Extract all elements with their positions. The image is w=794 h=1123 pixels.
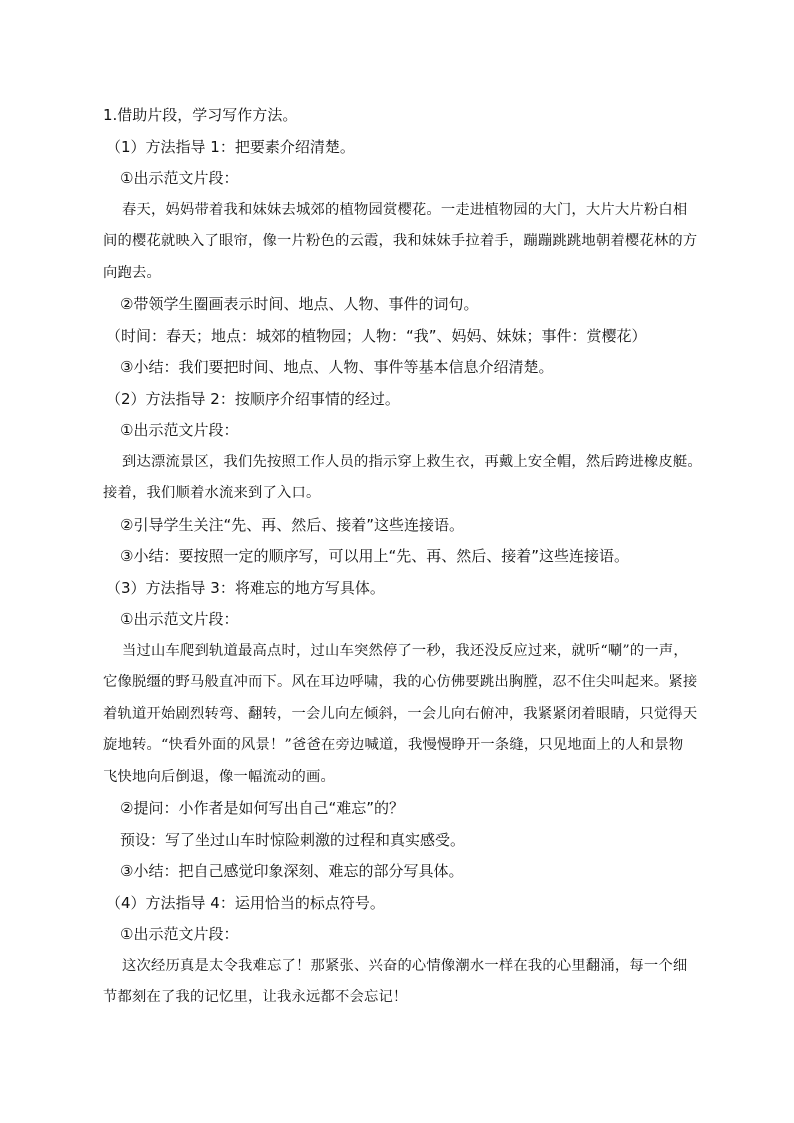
section-3-example-paragraph [103, 636, 703, 794]
section-1-summary: ③小结：我们要把时间、地点、人物、事件等基本信息介绍清楚。 [120, 358, 554, 376]
example-line: 春天，妈妈带着我和妹妹去城郊的植物园赏樱花。一走进植物园的大门，大片大片粉白相 [122, 201, 688, 218]
example-line: 着轨道开始剧烈转弯、翻转，一会儿向左倾斜，一会儿向右俯冲，我紧紧闭着眼睛，只觉得天 [103, 705, 698, 722]
section-3-step-2: ②提问：小作者是如何写出自己“难忘”的？ [120, 799, 404, 817]
example-line: 旋地转。“快看外面的风景！”爸爸在旁边喊道，我慢慢睁开一条缝，只见地面上的人和景物 [103, 737, 684, 753]
section-1-example-paragraph [103, 195, 703, 290]
section-1-show-label: ①出示范文片段： [120, 169, 239, 187]
example-line: 向跑去。 [103, 264, 161, 281]
section-2-summary: ③小结：要按照一定的顺序写，可以用上“先、再、然后、接着”这些连接语。 [120, 547, 629, 565]
section-2-show-label: ①出示范文片段： [120, 421, 239, 439]
section-1-title: （1）方法指导 1：把要素介绍清楚。 [106, 137, 355, 156]
section-2-title: （2）方法指导 2：按顺序介绍事情的经过。 [106, 389, 400, 408]
section-3-summary: ③小结：把自己感觉印象深刻、难忘的部分写具体。 [120, 862, 464, 880]
section-2-example-paragraph [103, 447, 703, 510]
section-3-show-label: ①出示范文片段： [120, 610, 239, 628]
example-line: 接着，我们顺着水流来到了入口。 [103, 485, 321, 501]
example-line: 节都刻在了我的记忆里，让我永远都不会忘记！ [103, 989, 408, 1005]
example-line: 它像脱缰的野马般直冲而下。风在耳边呼啸，我的心仿佛要跳出胸膛，忍不住尖叫起来。紧接 [103, 674, 698, 690]
example-line: 当过山车爬到轨道最高点时，过山车突然停了一秒，我还没反应过来，就听“唰”的一声， [122, 642, 688, 659]
section-4-example-paragraph [103, 951, 703, 1014]
document-body [103, 100, 703, 1014]
section-2-step-2: ②引导学生关注“先、再、然后、接着”这些连接语。 [120, 515, 464, 534]
example-line: 这次经历真是太令我难忘了！那紧张、兴奋的心情像潮水一样在我的心里翻涌，每一个细 [122, 957, 688, 974]
lesson-heading: 1.借助片段，学习写作方法。 [103, 106, 298, 124]
example-line: 间的樱花就映入了眼帘，像一片粉色的云霞，我和妹妹手拉着手，蹦蹦跳跳地朝着樱花林的方 [103, 233, 698, 249]
section-4-show-label: ①出示范文片段： [120, 925, 239, 943]
section-4-title: （4）方法指导 4：运用恰当的标点符号。 [106, 893, 385, 912]
section-1-step-2: ②带领学生圈画表示时间、地点、人物、事件的词句。 [120, 295, 479, 313]
section-3-title: （3）方法指导 3：将难忘的地方写具体。 [106, 578, 385, 597]
example-line: 到达漂流景区，我们先按照工作人员的指示穿上救生衣，再戴上安全帽，然后跨进橡皮艇。 [122, 453, 702, 470]
example-line: 飞快地向后倒退，像一幅流动的画。 [103, 768, 335, 785]
section-1-note: （时间：春天；地点：城郊的植物园；人物：“我”、妈妈、妹妹；事件：赏樱花） [106, 326, 647, 345]
section-3-preset: 预设：写了坐过山车时惊险刺激的过程和真实感受。 [120, 830, 466, 849]
